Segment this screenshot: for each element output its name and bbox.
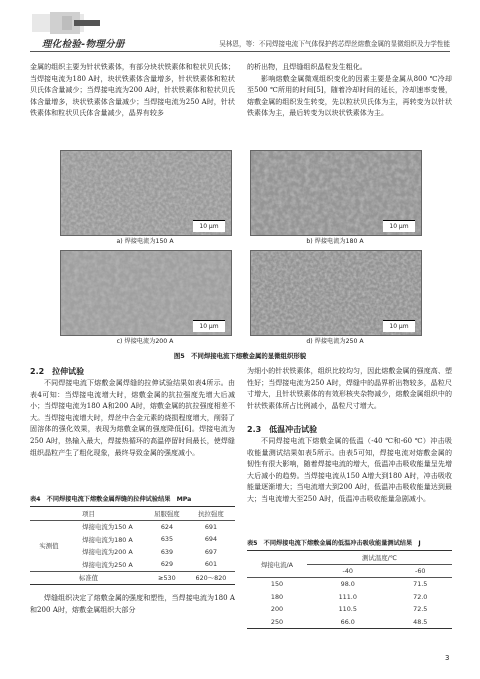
panel-caption-b: b) 焊接电流为180 A bbox=[306, 238, 364, 245]
table4-header: 项目 bbox=[82, 509, 95, 518]
scale-bar: 10 μm bbox=[383, 320, 415, 332]
table-row: 实测值 焊接电流为150 A 624 691 bbox=[30, 520, 235, 533]
table4-header: 屈服强度 bbox=[154, 509, 180, 518]
running-header: 吴林恩，等：不同焊接电流下气体保护药芯焊丝熔敷金属的显微组织及力学性能 bbox=[219, 40, 450, 48]
scale-bar: 10 μm bbox=[383, 220, 415, 232]
top-left-paragraph: 金属的组织主要为针状铁素体，有部分块状铁素体和粒状贝氏体；当焊接电流为180 A时，块状铁素体含量增多，针状铁素体和粒状贝氏体含量减少；当焊接电流为200 A时，针状铁素体和粒状贝氏体含量增多，块状铁素体含量减少；当焊接电流为250 A时，针状铁素体和粒状贝氏体含量减少，晶界有较多 bbox=[30, 63, 235, 118]
table4-caption: 表4 不同焊接电流下熔敷金属焊缝的拉伸试验结果 MPa bbox=[30, 496, 192, 503]
table5-col-header: 焊接电流/A bbox=[260, 560, 294, 569]
scale-bar: 10 μm bbox=[193, 320, 225, 332]
panel-caption-a: a) 焊接电流为150 A bbox=[116, 238, 174, 245]
top-right-text: 的析出物，且焊缝组织晶粒发生粗化。 影响熔敷金属微观组织变化的因素主要是金属从800 ℃冷却至500 ℃所用的时间[5]，随着冷却时间的延长，冷却速率变慢，熔敷金属的组织发生转变，先以粒状贝氏体为主，再转变为以针状铁素体为主，最后转变为以块状铁素体为主。 bbox=[247, 63, 452, 118]
section-2-2-title: 2.2 拉伸试验 bbox=[30, 367, 85, 376]
journal-name: 理化检验-物理分册 bbox=[42, 39, 125, 50]
micrograph-d bbox=[250, 250, 422, 336]
after-table4-paragraph: 焊缝组织决定了熔敷金属的强度和塑性，当焊接电流为180 A和200 A时，熔敷金属组织大部分 bbox=[30, 594, 235, 614]
table-row: 150 98.0 71.5 bbox=[247, 578, 452, 591]
section-2-3-title: 2.3 低温冲击试验 bbox=[247, 425, 318, 434]
micrograph-a bbox=[60, 150, 232, 236]
table4-header: 抗拉强度 bbox=[198, 509, 224, 518]
table5-caption: 表5 不同焊接电流下熔敷金属的低温冲击吸收能量测试结果 J bbox=[247, 540, 421, 547]
figure-caption: 图5 不同焊接电流下熔敷金属的显微组织形貌 bbox=[173, 352, 307, 360]
table-row: 200 110.5 72.5 bbox=[270, 605, 428, 614]
table-row: 标准值 ≥530 620～820 bbox=[30, 571, 235, 585]
micrograph-c bbox=[60, 250, 232, 336]
section-2-3-body: 不同焊接电流下熔敷金属的低温（-40 ℃和-60 ℃）冲击吸收能量测试结果如表5所示。由表5可知，焊接电流对熔敷金属的韧性有很大影响，随着焊接电流的增大，低温冲击吸收能量呈先增大后减小的趋势。当焊接电流从150 A增大到180 A时，冲击吸收能量逐渐增大；当电流增大到200 A时，低温冲击吸收能量达到最大；当电流增大至250 A时，低温冲击吸收能量急剧减小。 bbox=[247, 437, 452, 503]
page-number: 3 bbox=[445, 654, 450, 662]
table-row: 焊接电流为200 A 639 697 bbox=[82, 547, 218, 557]
table5-temp-header: 测试温度/℃ bbox=[362, 553, 397, 562]
panel-caption-c: c) 焊接电流为200 A bbox=[116, 338, 174, 345]
table-row: 焊接电流为250 A 629 601 bbox=[82, 560, 218, 569]
table-row: 180 111.0 72.0 bbox=[270, 592, 428, 601]
table4-group: 实测值 bbox=[39, 542, 59, 550]
panel-caption-d: d) 焊接电流为250 A bbox=[306, 338, 364, 345]
right-column-paragraph: 为细小的针状铁素体，组织比较均匀，因此熔敷金属的强度高、塑性好；当焊接电流为250 A时，焊缝中的晶界析出物较多，晶粒尺寸增大，且针状铁素体的有效形核夹杂物减少，熔敷金属组织中的针状铁素体所占比例减小，晶粒尺寸增大。 bbox=[247, 367, 452, 410]
header-rule bbox=[30, 51, 450, 52]
table-row: 焊接电流为180 A 635 694 bbox=[82, 535, 218, 544]
journal-logo-icon bbox=[30, 12, 100, 36]
scale-bar: 10 μm bbox=[193, 220, 225, 232]
micrograph-b bbox=[250, 150, 422, 236]
table5: 焊接电流/A 测试温度/℃ -40 -60 150 98.0 71.5 180 111.0 72.0 200 110.5 72.5 250 66.0 48.5 bbox=[247, 550, 452, 629]
table4 bbox=[30, 506, 235, 585]
table-row: 250 66.0 48.5 bbox=[247, 616, 452, 629]
section-2-2-body: 不同焊接电流下熔敷金属焊缝的拉伸试验结果如表4所示。由表4可知：当焊接电流增大时，熔敷金属的抗拉强度先增大后减小；当焊接电流为180 A和200 A时，熔敷金属的抗拉强度相差不大。当焊接电流增大时，焊丝中合金元素的烧损程度增大，削弱了固溶体的强化效果，表现为熔敷金属的强度降低[6]。焊接电流为250 A时，热输入最大，焊接热循环的高温停留时间最长，使焊缝组织晶粒产生了粗化现象，最终导致金属的强度减小。 bbox=[30, 379, 235, 457]
